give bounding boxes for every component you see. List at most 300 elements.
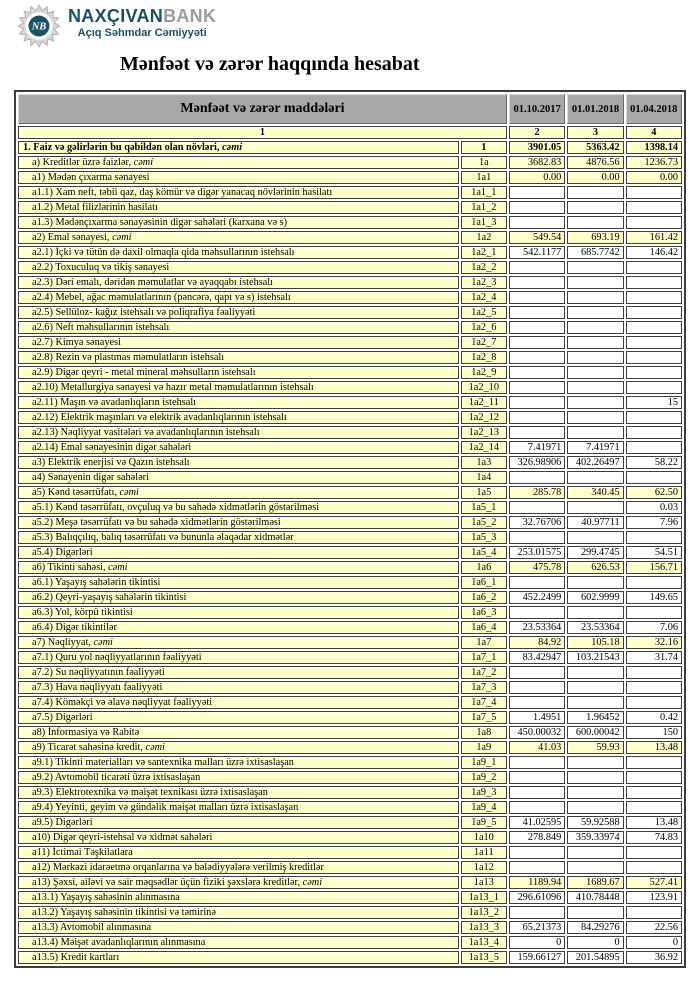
value-cell xyxy=(567,426,623,439)
value-cell xyxy=(567,186,623,199)
row-code: 1 xyxy=(461,141,507,154)
table-row xyxy=(18,396,682,409)
value-cell xyxy=(567,411,623,424)
table-row xyxy=(18,891,682,904)
table-row xyxy=(18,606,682,619)
row-label: a2.12) Elektrik maşınları və elektrik avadanlıqlarının istehsalı xyxy=(18,411,459,424)
column-header-items: Mənfəət və zərər maddələri xyxy=(18,94,507,124)
value-cell: 74.83 xyxy=(626,831,682,844)
value-cell xyxy=(626,771,682,784)
value-cell xyxy=(626,471,682,484)
value-cell: 7.41971 xyxy=(509,441,565,454)
value-cell: 1189.94 xyxy=(509,876,565,889)
value-cell xyxy=(509,801,565,814)
row-code: 1a4 xyxy=(461,471,507,484)
row-code: 1a13_3 xyxy=(461,921,507,934)
table-row xyxy=(18,531,682,544)
table-row xyxy=(18,351,682,364)
value-cell xyxy=(626,861,682,874)
table-row xyxy=(18,441,682,454)
value-cell: 3682.83 xyxy=(509,156,565,169)
value-cell: 103.21543 xyxy=(567,651,623,664)
value-cell: 253.01575 xyxy=(509,546,565,559)
value-cell: 0 xyxy=(626,936,682,949)
value-cell: 296.61096 xyxy=(509,891,565,904)
row-code: 1a5_4 xyxy=(461,546,507,559)
value-cell: 1236.73 xyxy=(626,156,682,169)
table-row xyxy=(18,921,682,934)
table-row xyxy=(18,546,682,559)
table-row xyxy=(18,936,682,949)
table-row xyxy=(18,621,682,634)
row-code: 1a13_2 xyxy=(461,906,507,919)
column-header-date-2: 01.01.2018 xyxy=(567,94,623,124)
value-cell xyxy=(626,336,682,349)
value-cell xyxy=(509,906,565,919)
column-number-2: 2 xyxy=(509,126,565,139)
table-row xyxy=(18,951,682,964)
row-code: 1a6_1 xyxy=(461,576,507,589)
value-cell: 527.41 xyxy=(626,876,682,889)
value-cell xyxy=(626,696,682,709)
row-label: a2.3) Dəri emalı, dəridən məmulatlar və ayaqqabı istehsalı xyxy=(18,276,459,289)
row-code: 1a2_7 xyxy=(461,336,507,349)
value-cell: 299.4745 xyxy=(567,546,623,559)
row-label: a2) Emal sənayesi, cəmi xyxy=(18,231,459,244)
row-code: 1a5_1 xyxy=(461,501,507,514)
column-header-date-1: 01.10.2017 xyxy=(509,94,565,124)
row-code: 1a7_4 xyxy=(461,696,507,709)
row-label: a7.5) Digərləri xyxy=(18,711,459,724)
value-cell: 31.74 xyxy=(626,651,682,664)
value-cell: 65.21373 xyxy=(509,921,565,934)
row-code: 1a9_4 xyxy=(461,801,507,814)
value-cell xyxy=(626,606,682,619)
value-cell xyxy=(626,276,682,289)
row-label: a2.1) İçki və tütün də daxil olmaqla qida məhsullarının istehsalı xyxy=(18,246,459,259)
value-cell xyxy=(567,471,623,484)
column-number-4: 4 xyxy=(626,126,682,139)
table-row xyxy=(18,171,682,184)
value-cell xyxy=(626,426,682,439)
table-row xyxy=(18,696,682,709)
column-number-3: 3 xyxy=(567,126,623,139)
value-cell xyxy=(567,531,623,544)
table-row xyxy=(18,906,682,919)
table-row xyxy=(18,291,682,304)
table-row xyxy=(18,456,682,469)
value-cell: 54.51 xyxy=(626,546,682,559)
row-code: 1a5_2 xyxy=(461,516,507,529)
row-code: 1a2_5 xyxy=(461,306,507,319)
row-code: 1a1 xyxy=(461,171,507,184)
numbering-row xyxy=(18,126,682,139)
value-cell: 15 xyxy=(626,396,682,409)
bank-name xyxy=(68,7,216,25)
value-cell: 340.45 xyxy=(567,486,623,499)
table-row xyxy=(18,426,682,439)
row-label: a9.2) Avtomobil ticarəti üzrə ixtisaslaşan xyxy=(18,771,459,784)
table-row xyxy=(18,711,682,724)
row-code: 1a7_1 xyxy=(461,651,507,664)
row-code: 1a9_1 xyxy=(461,756,507,769)
row-label: a1.1) Xam neft, təbii qaz, daş kömür və digər yanacaq növlərinin hasilatı xyxy=(18,186,459,199)
row-code: 1a6_3 xyxy=(461,606,507,619)
row-code: 1a2_14 xyxy=(461,441,507,454)
row-label: a1) Mədən çıxarma sənayesi xyxy=(18,171,459,184)
value-cell: 150 xyxy=(626,726,682,739)
bank-name-block xyxy=(68,4,216,39)
value-cell: 62.50 xyxy=(626,486,682,499)
row-label: a7.3) Hava nəqliyyatı fəaliyyəti xyxy=(18,681,459,694)
value-cell: 84.92 xyxy=(509,636,565,649)
value-cell xyxy=(509,771,565,784)
table-row xyxy=(18,741,682,754)
bank-logo xyxy=(17,4,216,48)
value-cell xyxy=(509,846,565,859)
value-cell xyxy=(626,531,682,544)
value-cell xyxy=(567,501,623,514)
row-code: 1a7_2 xyxy=(461,666,507,679)
row-code: 1a10 xyxy=(461,831,507,844)
value-cell: 7.41971 xyxy=(567,441,623,454)
value-cell: 0 xyxy=(509,936,565,949)
bank-name-part2: BANK xyxy=(163,6,217,26)
table-row xyxy=(18,786,682,799)
table-row xyxy=(18,831,682,844)
value-cell: 0 xyxy=(567,936,623,949)
table-row xyxy=(18,651,682,664)
row-label: a13.3) Avtomobil alınmasına xyxy=(18,921,459,934)
row-label: a6) Tikinti sahəsi, cəmi xyxy=(18,561,459,574)
row-label: a6.3) Yol, körpü tikintisi xyxy=(18,606,459,619)
row-code: 1a6_4 xyxy=(461,621,507,634)
row-code: 1a1_3 xyxy=(461,216,507,229)
value-cell: 23.53364 xyxy=(509,621,565,634)
value-cell xyxy=(626,576,682,589)
table-row xyxy=(18,591,682,604)
value-cell xyxy=(626,441,682,454)
value-cell xyxy=(509,306,565,319)
value-cell: 41.02595 xyxy=(509,816,565,829)
value-cell: 22.56 xyxy=(626,921,682,934)
row-label: a9) Ticarət sahəsinə kredit, cəmi xyxy=(18,741,459,754)
value-cell xyxy=(567,576,623,589)
row-code: 1a2_4 xyxy=(461,291,507,304)
row-code: 1a7 xyxy=(461,636,507,649)
table-row xyxy=(18,201,682,214)
value-cell: 201.54895 xyxy=(567,951,623,964)
row-code: 1a1_1 xyxy=(461,186,507,199)
value-cell xyxy=(509,201,565,214)
page-title: Mənfəət və zərər haqqında hesabat xyxy=(120,53,420,75)
value-cell xyxy=(509,681,565,694)
value-cell xyxy=(567,321,623,334)
row-label: a9.1) Tikinti materialları və santexnika malları üzrə ixtisaslaşan xyxy=(18,756,459,769)
value-cell: 685.7742 xyxy=(567,246,623,259)
table-body xyxy=(18,141,682,964)
row-label: a7.4) Köməkçi və əlavə nəqliyyat fəaliyyəti xyxy=(18,696,459,709)
value-cell: 0.00 xyxy=(509,171,565,184)
row-code: 1a2_10 xyxy=(461,381,507,394)
value-cell xyxy=(509,786,565,799)
value-cell xyxy=(567,261,623,274)
row-label: a13.2) Yaşayış sahəsinin tikintisi və təmirinə xyxy=(18,906,459,919)
table-row xyxy=(18,186,682,199)
row-code: 1a xyxy=(461,156,507,169)
table-row xyxy=(18,141,682,154)
value-cell xyxy=(626,801,682,814)
value-cell xyxy=(509,216,565,229)
row-code: 1a13_1 xyxy=(461,891,507,904)
table-row xyxy=(18,726,682,739)
value-cell xyxy=(509,261,565,274)
value-cell xyxy=(626,351,682,364)
row-label: a12) Mərkəzi idarəetmə orqanlarına və bələdiyyələrə verilmiş kreditlər xyxy=(18,861,459,874)
row-label: a2.5) Sellüloz- kağız istehsalı və poliqrafiya fəaliyyəti xyxy=(18,306,459,319)
row-code: 1a2_2 xyxy=(461,261,507,274)
column-header-date-3: 01.04.2018 xyxy=(626,94,682,124)
value-cell xyxy=(626,321,682,334)
row-label: a13.1) Yaşayış sahəsinin alınmasına xyxy=(18,891,459,904)
value-cell: 600.00042 xyxy=(567,726,623,739)
value-cell xyxy=(509,606,565,619)
value-cell: 161.42 xyxy=(626,231,682,244)
value-cell: 40.97711 xyxy=(567,516,623,529)
value-cell xyxy=(567,681,623,694)
table-row xyxy=(18,801,682,814)
value-cell xyxy=(509,321,565,334)
value-cell: 146.42 xyxy=(626,246,682,259)
value-cell: 475.78 xyxy=(509,561,565,574)
value-cell xyxy=(567,846,623,859)
value-cell xyxy=(567,336,623,349)
value-cell: 1398.14 xyxy=(626,141,682,154)
value-cell xyxy=(509,291,565,304)
value-cell xyxy=(509,411,565,424)
row-code: 1a2 xyxy=(461,231,507,244)
table-row xyxy=(18,576,682,589)
row-code: 1a11 xyxy=(461,846,507,859)
value-cell: 149.65 xyxy=(626,591,682,604)
value-cell: 41.03 xyxy=(509,741,565,754)
value-cell xyxy=(509,696,565,709)
row-label: a2.9) Digər qeyri - metal mineral məhsulların istehsalı xyxy=(18,366,459,379)
report-table xyxy=(14,90,686,968)
table-row xyxy=(18,636,682,649)
row-label: a13) Şəxsi, ailəvi və sair məqsədlər üçün fiziki şəxslərə kreditlər, cəmi xyxy=(18,876,459,889)
value-cell: 32.16 xyxy=(626,636,682,649)
value-cell: 1689.67 xyxy=(567,876,623,889)
row-label: a5.4) Digərləri xyxy=(18,546,459,559)
table-row xyxy=(18,276,682,289)
value-cell: 278.849 xyxy=(509,831,565,844)
table-row xyxy=(18,756,682,769)
value-cell: 23.53364 xyxy=(567,621,623,634)
value-cell xyxy=(567,291,623,304)
value-cell: 0.42 xyxy=(626,711,682,724)
row-code: 1a7_5 xyxy=(461,711,507,724)
value-cell: 402.26497 xyxy=(567,456,623,469)
value-cell xyxy=(567,696,623,709)
row-code: 1a2_9 xyxy=(461,366,507,379)
row-code: 1a2_1 xyxy=(461,246,507,259)
value-cell xyxy=(509,501,565,514)
value-cell: 4876.56 xyxy=(567,156,623,169)
value-cell xyxy=(626,216,682,229)
value-cell xyxy=(626,786,682,799)
value-cell xyxy=(567,366,623,379)
value-cell: 1.96452 xyxy=(567,711,623,724)
table-row xyxy=(18,471,682,484)
value-cell: 359.33974 xyxy=(567,831,623,844)
row-code: 1a2_3 xyxy=(461,276,507,289)
value-cell xyxy=(567,801,623,814)
table-row xyxy=(18,681,682,694)
table-row xyxy=(18,846,682,859)
bank-name-part1: NAXÇIVAN xyxy=(68,6,164,26)
row-code: 1a2_8 xyxy=(461,351,507,364)
row-code: 1a9_3 xyxy=(461,786,507,799)
value-cell xyxy=(509,351,565,364)
row-label: a3) Elektrik enerjisi və Qazın istehsalı xyxy=(18,456,459,469)
row-label: a6.1) Yaşayış sahələrin tikintisi xyxy=(18,576,459,589)
value-cell: 123.91 xyxy=(626,891,682,904)
row-label: a8) İnformasiya və Rabitə xyxy=(18,726,459,739)
value-cell: 549.54 xyxy=(509,231,565,244)
table-row xyxy=(18,501,682,514)
value-cell xyxy=(509,756,565,769)
value-cell: 32.76706 xyxy=(509,516,565,529)
bank-subtitle: Açıq Səhmdar Cəmiyyəti xyxy=(77,27,207,39)
table-row xyxy=(18,306,682,319)
value-cell: 36.92 xyxy=(626,951,682,964)
value-cell: 58.22 xyxy=(626,456,682,469)
value-cell xyxy=(509,666,565,679)
value-cell xyxy=(567,906,623,919)
value-cell xyxy=(626,261,682,274)
value-cell xyxy=(626,906,682,919)
row-label: a5) Kənd təsərrüfatı, cəmi xyxy=(18,486,459,499)
value-cell: 3901.05 xyxy=(509,141,565,154)
value-cell: 452.2499 xyxy=(509,591,565,604)
table-row xyxy=(18,561,682,574)
row-label: a6.2) Qeyri-yaşayış sahələrin tikintisi xyxy=(18,591,459,604)
row-label: a2.11) Maşın və avadanlıqların istehsalı xyxy=(18,396,459,409)
value-cell: 285.78 xyxy=(509,486,565,499)
row-label: a4) Sənayenin digər sahələri xyxy=(18,471,459,484)
value-cell xyxy=(567,351,623,364)
value-cell: 542.1177 xyxy=(509,246,565,259)
row-code: 1a5_3 xyxy=(461,531,507,544)
value-cell xyxy=(567,666,623,679)
value-cell xyxy=(567,756,623,769)
value-cell: 0.00 xyxy=(567,171,623,184)
value-cell: 693.19 xyxy=(567,231,623,244)
value-cell xyxy=(626,846,682,859)
column-number-1: 1 xyxy=(18,126,507,139)
value-cell: 626.53 xyxy=(567,561,623,574)
value-cell xyxy=(567,786,623,799)
row-code: 1a12 xyxy=(461,861,507,874)
row-label: a13.4) Məişət avadanlıqlarının alınmasına xyxy=(18,936,459,949)
value-cell: 1.4951 xyxy=(509,711,565,724)
value-cell xyxy=(626,291,682,304)
value-cell xyxy=(567,861,623,874)
value-cell: 0.03 xyxy=(626,501,682,514)
value-cell xyxy=(509,531,565,544)
value-cell: 13.48 xyxy=(626,741,682,754)
value-cell xyxy=(509,366,565,379)
value-cell xyxy=(626,681,682,694)
value-cell: 0.00 xyxy=(626,171,682,184)
value-cell xyxy=(626,411,682,424)
value-cell xyxy=(567,381,623,394)
header-row xyxy=(18,94,682,124)
bank-logo-icon xyxy=(17,4,61,48)
value-cell: 83.42947 xyxy=(509,651,565,664)
table-row xyxy=(18,321,682,334)
row-code: 1a13_4 xyxy=(461,936,507,949)
row-label: a10) Digər qeyri-istehsal və xidmət sahələri xyxy=(18,831,459,844)
row-code: 1a9_5 xyxy=(461,816,507,829)
value-cell: 5363.42 xyxy=(567,141,623,154)
table-row xyxy=(18,216,682,229)
table-row xyxy=(18,666,682,679)
table-row xyxy=(18,411,682,424)
row-label: a2.8) Rezin və plastmas məmulatların istehsalı xyxy=(18,351,459,364)
value-cell: 59.92588 xyxy=(567,816,623,829)
row-label: a9.4) Yeyinti, geyim və gündəlik məişət malları üzrə ixtisaslaşan xyxy=(18,801,459,814)
logo-monogram: NB xyxy=(31,21,47,33)
value-cell xyxy=(626,306,682,319)
table-row xyxy=(18,246,682,259)
row-label: a2.2) Toxuculuq və tikiş sənayesi xyxy=(18,261,459,274)
value-cell: 84.29276 xyxy=(567,921,623,934)
row-label: a1.3) Mədənçıxarma sənayəsinin digər sahələri (karxana və s) xyxy=(18,216,459,229)
row-label: a2.4) Mebel, ağac məmulatlarının (pəncərə, qapı və s) istehsalı xyxy=(18,291,459,304)
row-label: a5.1) Kənd təsərrüfatı, ovçuluq və bu sahədə xidmətlərin göstərilməsi xyxy=(18,501,459,514)
row-label: a7.1) Quru yol nəqliyyatlarının fəaliyyəti xyxy=(18,651,459,664)
row-code: 1a13_5 xyxy=(461,951,507,964)
row-code: 1a6_2 xyxy=(461,591,507,604)
table-row xyxy=(18,156,682,169)
table-row xyxy=(18,816,682,829)
value-cell xyxy=(509,576,565,589)
row-label: a5.2) Meşə təsərrüfatı və bu sahədə xidmətlərin göstərilməsi xyxy=(18,516,459,529)
row-label: a7) Nəqliyyat, cəmi xyxy=(18,636,459,649)
row-code: 1a5 xyxy=(461,486,507,499)
value-cell xyxy=(509,426,565,439)
row-label: a5.3) Balıqçılıq, balıq təsərrüfatı və bununla əlaqədar xidmətlər xyxy=(18,531,459,544)
row-label: a13.5) Kredit kartları xyxy=(18,951,459,964)
row-label: a2.10) Metallurgiya sənayesi və hazır metal məmulatlarının istehsalı xyxy=(18,381,459,394)
row-code: 1a13 xyxy=(461,876,507,889)
row-label: a11) İctimai Təşkilatlara xyxy=(18,846,459,859)
table-row xyxy=(18,336,682,349)
value-cell xyxy=(509,396,565,409)
value-cell: 326.98906 xyxy=(509,456,565,469)
value-cell xyxy=(509,276,565,289)
value-cell xyxy=(626,186,682,199)
value-cell: 410.78448 xyxy=(567,891,623,904)
row-label: a2.14) Emal sənayesinin digər sahələri xyxy=(18,441,459,454)
report-table-wrapper xyxy=(14,90,686,968)
value-cell: 602.9999 xyxy=(567,591,623,604)
row-label: a2.7) Kimya sənayesi xyxy=(18,336,459,349)
value-cell: 7.96 xyxy=(626,516,682,529)
value-cell: 156.71 xyxy=(626,561,682,574)
